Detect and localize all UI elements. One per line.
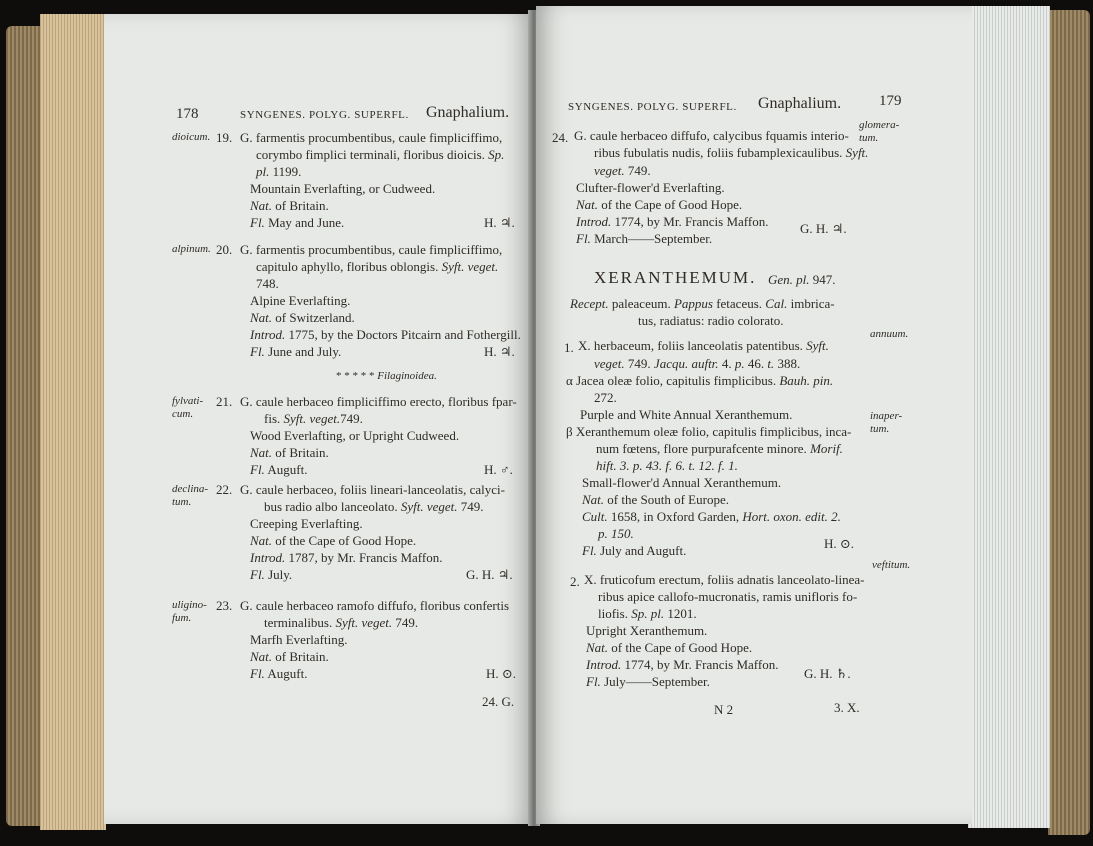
description-line: G. caule herbaceo fimpliciffimo erecto, floribus fpar- (240, 394, 517, 409)
description-line: num fœtens, flore purpurafcente minore. Morif. (596, 441, 843, 456)
variety-beta-line: β Xeranthemum oleæ folio, capitulis fimplicibus, inca- (566, 424, 852, 439)
right-page (536, 6, 972, 824)
catchword: 24. G. (482, 694, 515, 709)
common-name: Creeping Everlafting. (250, 516, 363, 531)
flowering-line: Fl. Auguft. (250, 462, 308, 477)
book-fore-edge-right (1048, 10, 1090, 835)
margin-species-name: fylvati- cum. (172, 395, 204, 420)
description-line: X. fruticofum erectum, foliis adnatis lanceolato-linea- (584, 572, 865, 587)
description-line: 748. (256, 276, 279, 291)
habit-sign: G. H. ♃. (800, 221, 847, 236)
description-line: G. caule herbaceo, foliis lineari-lanceolatis, calyci- (240, 482, 505, 497)
description-line: terminalibus. Syft. veget. 749. (264, 615, 419, 630)
flowering-line: Fl. May and June. (250, 215, 345, 230)
description-line: X. herbaceum, foliis lanceolatis patentibus. Syft. (578, 338, 829, 353)
common-name: Alpine Everlafting. (250, 293, 351, 308)
margin-species-name: dioicum. (172, 131, 211, 143)
entry-number: 23. (216, 598, 233, 613)
native-line: Nat. of Britain. (250, 198, 329, 213)
description-line: hift. 3. p. 43. f. 6. t. 12. f. 1. (596, 458, 738, 473)
native-line: Nat. of the South of Europe. (582, 492, 729, 507)
margin-species-name: uligino- fum. (172, 599, 207, 624)
native-line: Nat. of the Cape of Good Hope. (250, 533, 417, 548)
entry-number: 19. (216, 130, 233, 145)
margin-species-name: inaper- tum. (870, 410, 903, 435)
habit-sign: H. ♃. (484, 215, 515, 230)
description-line: G. caule herbaceo ramofo diffufo, floribus confertis (240, 598, 510, 613)
description-line: G. caule herbaceo diffufo, calycibus fquamis interio- (574, 128, 849, 143)
flowering-line: Fl. July——September. (586, 674, 710, 689)
introduced-line: Introd. 1774, by Mr. Francis Maffon. (586, 657, 779, 672)
book-fore-edge-left (6, 26, 44, 826)
common-name: Mountain Everlafting, or Cudweed. (250, 181, 436, 196)
common-name: Wood Everlafting, or Upright Cudweed. (250, 428, 460, 443)
common-name: Purple and White Annual Xeranthemum. (580, 407, 793, 422)
page-stack-right (968, 6, 1050, 828)
page-number: 179 (879, 93, 902, 109)
description-line: veget. 749. Jacqu. auftr. 4. p. 46. t. 388. (594, 356, 801, 371)
page-stack-left (40, 14, 106, 830)
introduced-line: Introd. 1775, by the Doctors Pitcairn and Fothergill. (250, 327, 521, 342)
entry-number: 21. (216, 394, 233, 409)
common-name: Small-flower'd Annual Xeranthemum. (582, 475, 782, 490)
receptacle-line: tus, radiatus: radio colorato. (638, 313, 784, 328)
native-line: Nat. of Britain. (250, 445, 329, 460)
genus-head: Gnaphalium. (758, 95, 842, 112)
description-line: liofis. Sp. pl. 1201. (598, 606, 697, 621)
habit-sign: H. ⊙. (486, 666, 517, 681)
native-line: Nat. of Britain. (250, 649, 329, 664)
margin-species-name: alpinum. (172, 243, 211, 255)
habit-sign: G. H. ♄. (804, 666, 851, 681)
flowering-line: Fl. Auguft. (250, 666, 308, 681)
common-name: Clufter-flower'd Everlafting. (576, 180, 725, 195)
description-line: p. 150. (598, 526, 634, 541)
catchword: 3. X. (834, 700, 860, 715)
native-line: Nat. of the Cape of Good Hope. (586, 640, 753, 655)
receptacle-line: Recept. paleaceum. Pappus fetaceus. Cal. imbrica- (570, 296, 835, 311)
running-head: SYNGENES. POLYG. SUPERFL. (568, 101, 737, 113)
genus-reference: Gen. pl. 947. (768, 272, 836, 287)
description-line: ribus apice callofo-mucronatis, ramis unifloris fo- (598, 589, 858, 604)
margin-species-name: veftitum. (872, 559, 911, 571)
genus-head: Gnaphalium. (426, 104, 510, 121)
entry-number: 20. (216, 242, 233, 257)
description-line: veget. 749. (594, 163, 651, 178)
variety-alpha-line: α Jacea oleæ folio, capitulis fimplicibus. Bauh. pin. (566, 373, 834, 388)
left-page (104, 14, 532, 824)
entry-number: 22. (216, 482, 233, 497)
flowering-line: Fl. June and July. (250, 344, 342, 359)
flowering-line: Fl. March——September. (576, 231, 713, 246)
description-line: capitulo aphyllo, floribus oblongis. Syft. veget. (256, 259, 499, 274)
entry-number: 2. (570, 574, 580, 589)
genus-title: XERANTHEMUM. (594, 268, 757, 287)
habit-sign: G. H. ♃. (466, 567, 513, 582)
signature-mark: N 2 (714, 702, 734, 717)
description-line: corymbo fimplici terminali, floribus dioicis. Sp. (256, 147, 505, 162)
description-line: G. farmentis procumbentibus, caule fimpliciffimo, (240, 242, 503, 257)
running-head: SYNGENES. POLYG. SUPERFL. (240, 109, 409, 121)
common-name: Upright Xeranthemum. (586, 623, 708, 638)
cultivated-line: Cult. 1658, in Oxford Garden, Hort. oxon. edit. 2. (582, 509, 841, 524)
description-line: fis. Syft. veget.749. (264, 411, 363, 426)
habit-sign: H. ♃. (484, 344, 515, 359)
description-line: pl. 1199. (256, 164, 302, 179)
entry-number: 1. (564, 340, 574, 355)
margin-species-name: declina- tum. (172, 483, 209, 508)
introduced-line: Introd. 1774, by Mr. Francis Maffon. (576, 214, 769, 229)
description-line: ribus fubulatis nudis, foliis fubamplexicaulibus. Syft. (594, 145, 869, 160)
description-line: 272. (594, 390, 617, 405)
entry-number: 24. (552, 130, 569, 145)
native-line: Nat. of Switzerland. (250, 310, 355, 325)
flowering-line: Fl. July and Auguft. (582, 543, 687, 558)
margin-species-name: annuum. (870, 328, 909, 340)
margin-species-name: glomera- tum. (859, 119, 900, 144)
flowering-line: Fl. July. (250, 567, 293, 582)
native-line: Nat. of the Cape of Good Hope. (576, 197, 743, 212)
habit-sign: H. ⊙. (824, 536, 855, 551)
section-heading: * * * * * Filaginoidea. (336, 370, 437, 382)
common-name: Marfh Everlafting. (250, 632, 348, 647)
page-number: 178 (176, 106, 199, 122)
description-line: G. farmentis procumbentibus, caule fimpliciffimo, (240, 130, 503, 145)
description-line: bus radio albo lanceolato. Syft. veget. 749. (264, 499, 484, 514)
introduced-line: Introd. 1787, by Mr. Francis Maffon. (250, 550, 443, 565)
habit-sign: H. ♂. (484, 462, 513, 477)
